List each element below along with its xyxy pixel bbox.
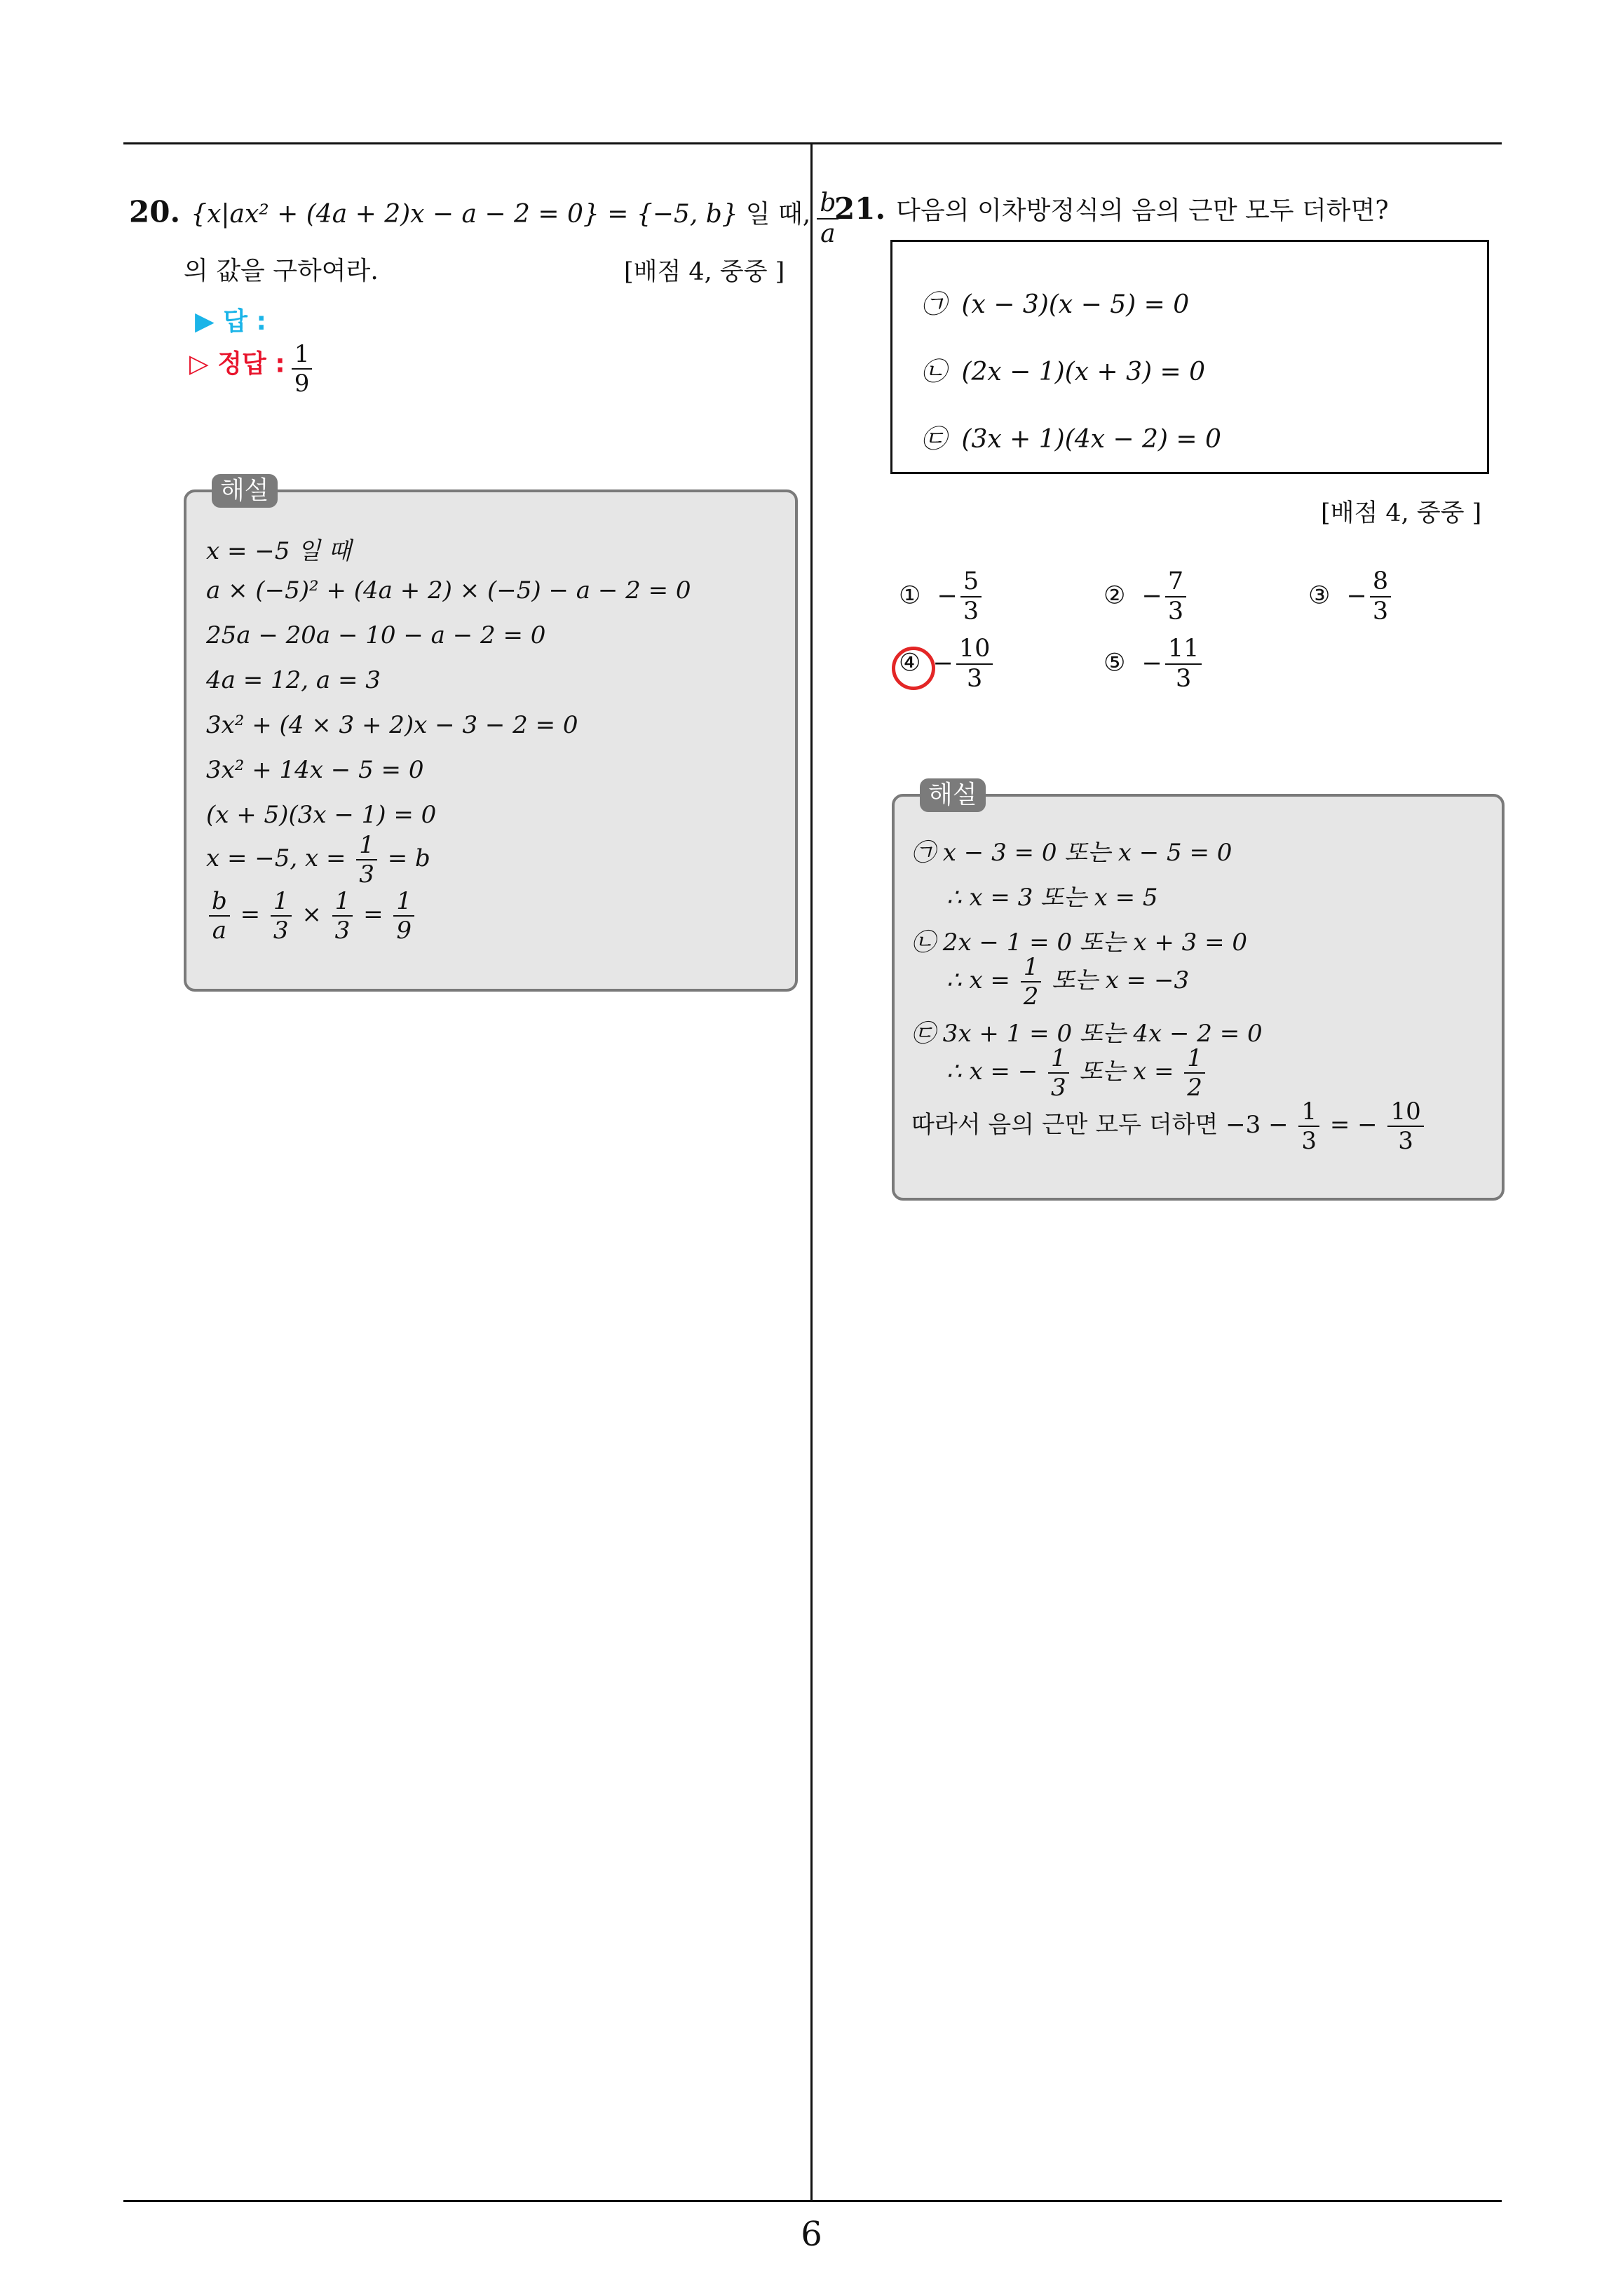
solution-line: 3x² + (4 × 3 + 2)x − 3 − 2 = 0: [206, 711, 578, 739]
choice-2[interactable]: [1103, 569, 1189, 624]
solution-line: 4a = 12, a = 3: [206, 666, 381, 694]
fraction-numerator: 1: [271, 889, 292, 917]
column-divider: [810, 144, 813, 2201]
score-label: [배점 4, 중중 ]: [1321, 499, 1482, 527]
solution-text: ∴ x = −: [946, 1058, 1038, 1086]
condition-equation: (3x + 1)(4x − 2) = 0: [961, 425, 1221, 454]
solution-line: a × (−5)² + (4a + 2) × (−5) − a − 2 = 0: [206, 576, 691, 605]
condition-equation: (2x − 1)(x + 3) = 0: [961, 358, 1206, 386]
solution-text: 따라서 음의 근만 모두 더하면 −3 −: [911, 1111, 1289, 1139]
choice-fraction: [1165, 637, 1202, 691]
choice-5[interactable]: [1103, 637, 1204, 691]
fraction-numerator: 8: [1370, 569, 1391, 597]
solution-line: 3x² + 14x − 5 = 0: [206, 756, 424, 784]
score-label: [배점 4, 중중 ]: [624, 258, 785, 286]
condition-equation: (x − 3)(x − 5) = 0: [961, 290, 1190, 319]
solution-line: ∴ x = 3 또는 x = 5: [946, 884, 1158, 912]
fraction-denominator: 3: [334, 917, 351, 945]
fraction-numerator: 10: [1387, 1100, 1423, 1127]
choice-4[interactable]: [899, 637, 996, 691]
choice-mark: ③: [1308, 581, 1331, 610]
solution-fraction: [1048, 1046, 1069, 1100]
question-text: 다음의 이차방정식의 음의 근만 모두 더하면?: [896, 196, 1389, 225]
fraction-denominator: 3: [1301, 1127, 1317, 1155]
fraction-denominator: a: [820, 220, 836, 248]
solution-line: [946, 1046, 1208, 1100]
question-condition: {x|ax² + (4a + 2)x − a − 2 = 0} = {−5, b}: [191, 199, 738, 229]
fraction-denominator: 3: [273, 917, 289, 945]
choice-mark: ④: [899, 649, 921, 677]
fraction-numerator: 1: [332, 889, 353, 917]
solution-tag: 해설: [920, 778, 986, 812]
solution-fraction: [1387, 1100, 1423, 1153]
solution-line: [206, 831, 430, 889]
question-number: 21.: [834, 191, 886, 226]
fraction-denominator: 3: [966, 665, 983, 693]
solution-line: [911, 1100, 1427, 1153]
fraction-numerator: 5: [960, 569, 982, 597]
fraction-denominator: 2: [1023, 982, 1039, 1011]
solution-text: x = −5, x =: [206, 844, 346, 872]
solution-line: ㉠ x − 3 = 0 또는 x − 5 = 0: [911, 839, 1232, 867]
fraction-numerator: b: [817, 191, 838, 220]
fraction-denominator: 3: [1175, 665, 1192, 693]
solution-fraction: [1184, 1046, 1205, 1100]
solution-line: (x + 5)(3x − 1) = 0: [206, 801, 437, 829]
solution-text: = b: [387, 844, 430, 872]
solution-line: 25a − 20a − 10 − a − 2 = 0: [206, 621, 546, 649]
fraction-denominator: 3: [359, 860, 374, 889]
correct-fraction: [292, 342, 313, 396]
choice-fraction: [1165, 569, 1186, 624]
solution-fraction: [356, 831, 377, 889]
solution-fraction: [209, 889, 230, 943]
choice-1[interactable]: [899, 569, 984, 624]
question-number: 20.: [129, 194, 181, 229]
solution-text: ×: [301, 900, 322, 928]
choice-mark: ⑤: [1103, 649, 1126, 677]
solution-text: =: [363, 900, 383, 928]
condition-mark: ㉡: [921, 358, 947, 386]
solution-line: [946, 953, 1190, 1011]
fraction-denominator: 9: [294, 370, 310, 398]
solution-fraction: [271, 889, 292, 943]
question-20: [129, 191, 841, 247]
bottom-rule: [123, 2200, 1502, 2202]
fraction-numerator: 1: [393, 889, 414, 917]
fraction-denominator: a: [212, 917, 227, 945]
choice-sign: −: [1141, 649, 1162, 677]
choice-mark: ①: [899, 581, 921, 610]
condition-mark: ㉠: [921, 290, 947, 319]
fraction-numerator: 1: [292, 342, 313, 370]
question-21: [834, 191, 1389, 227]
solution-line: x = −5 일 때: [206, 537, 351, 565]
fraction-denominator: 2: [1187, 1074, 1202, 1102]
solution-fraction: [1298, 1100, 1319, 1153]
condition-item: [921, 419, 1221, 455]
fraction-numerator: 11: [1165, 637, 1202, 665]
question-when: 일 때,: [745, 199, 811, 229]
question-tail: 의 값을 구하여라.: [184, 257, 379, 285]
fraction-denominator: 3: [963, 597, 979, 626]
fraction-numerator: 1: [1298, 1100, 1319, 1127]
fraction-numerator: 1: [1021, 955, 1042, 982]
fraction-denominator: 3: [1372, 597, 1389, 626]
choice-sign: −: [937, 581, 958, 610]
fraction-numerator: 1: [1184, 1046, 1205, 1074]
solution-tag: 해설: [212, 474, 278, 508]
condition-mark: ㉢: [921, 425, 947, 454]
fraction-denominator: 3: [1051, 1074, 1066, 1102]
solution-line: [206, 889, 417, 943]
fraction-denominator: 9: [396, 917, 412, 945]
choice-3[interactable]: [1308, 569, 1394, 624]
choice-sign: −: [1346, 581, 1367, 610]
fraction-numerator: 1: [356, 833, 377, 860]
solution-line: ㉢ 3x + 1 = 0 또는 4x − 2 = 0: [911, 1020, 1263, 1048]
choice-fraction: [1370, 569, 1391, 624]
correct-answer: [189, 342, 315, 396]
fraction-numerator: 10: [956, 637, 993, 665]
choice-fraction: [956, 637, 993, 691]
solution-text: =: [240, 900, 261, 928]
page-number: 6: [801, 2215, 822, 2254]
solution-text: ∴ x =: [946, 966, 1010, 994]
solution-text: 또는 x = −3: [1052, 966, 1190, 994]
fraction-numerator: 7: [1165, 569, 1186, 597]
condition-item: [921, 352, 1205, 388]
solution-fraction: [393, 889, 414, 943]
solution-text: 또는 x =: [1079, 1058, 1174, 1086]
choice-fraction: [960, 569, 982, 624]
choice-mark: ②: [1103, 581, 1126, 610]
fraction-numerator: b: [209, 889, 230, 917]
condition-item: [921, 285, 1189, 320]
solution-line: ㉡ 2x − 1 = 0 또는 x + 3 = 0: [911, 928, 1248, 957]
choice-sign: −: [1141, 581, 1162, 610]
fraction-numerator: 1: [1048, 1046, 1069, 1074]
fraction-denominator: 3: [1167, 597, 1184, 626]
solution-fraction: [1021, 953, 1042, 1011]
fraction-denominator: 3: [1398, 1127, 1413, 1155]
answer-label: ▶ 답 :: [195, 307, 266, 336]
solution-fraction: [332, 889, 353, 943]
correct-label: ▷ 정답 :: [189, 349, 285, 379]
solution-text: = −: [1329, 1111, 1378, 1139]
top-rule: [123, 142, 1502, 144]
choice-sign: −: [932, 649, 953, 677]
